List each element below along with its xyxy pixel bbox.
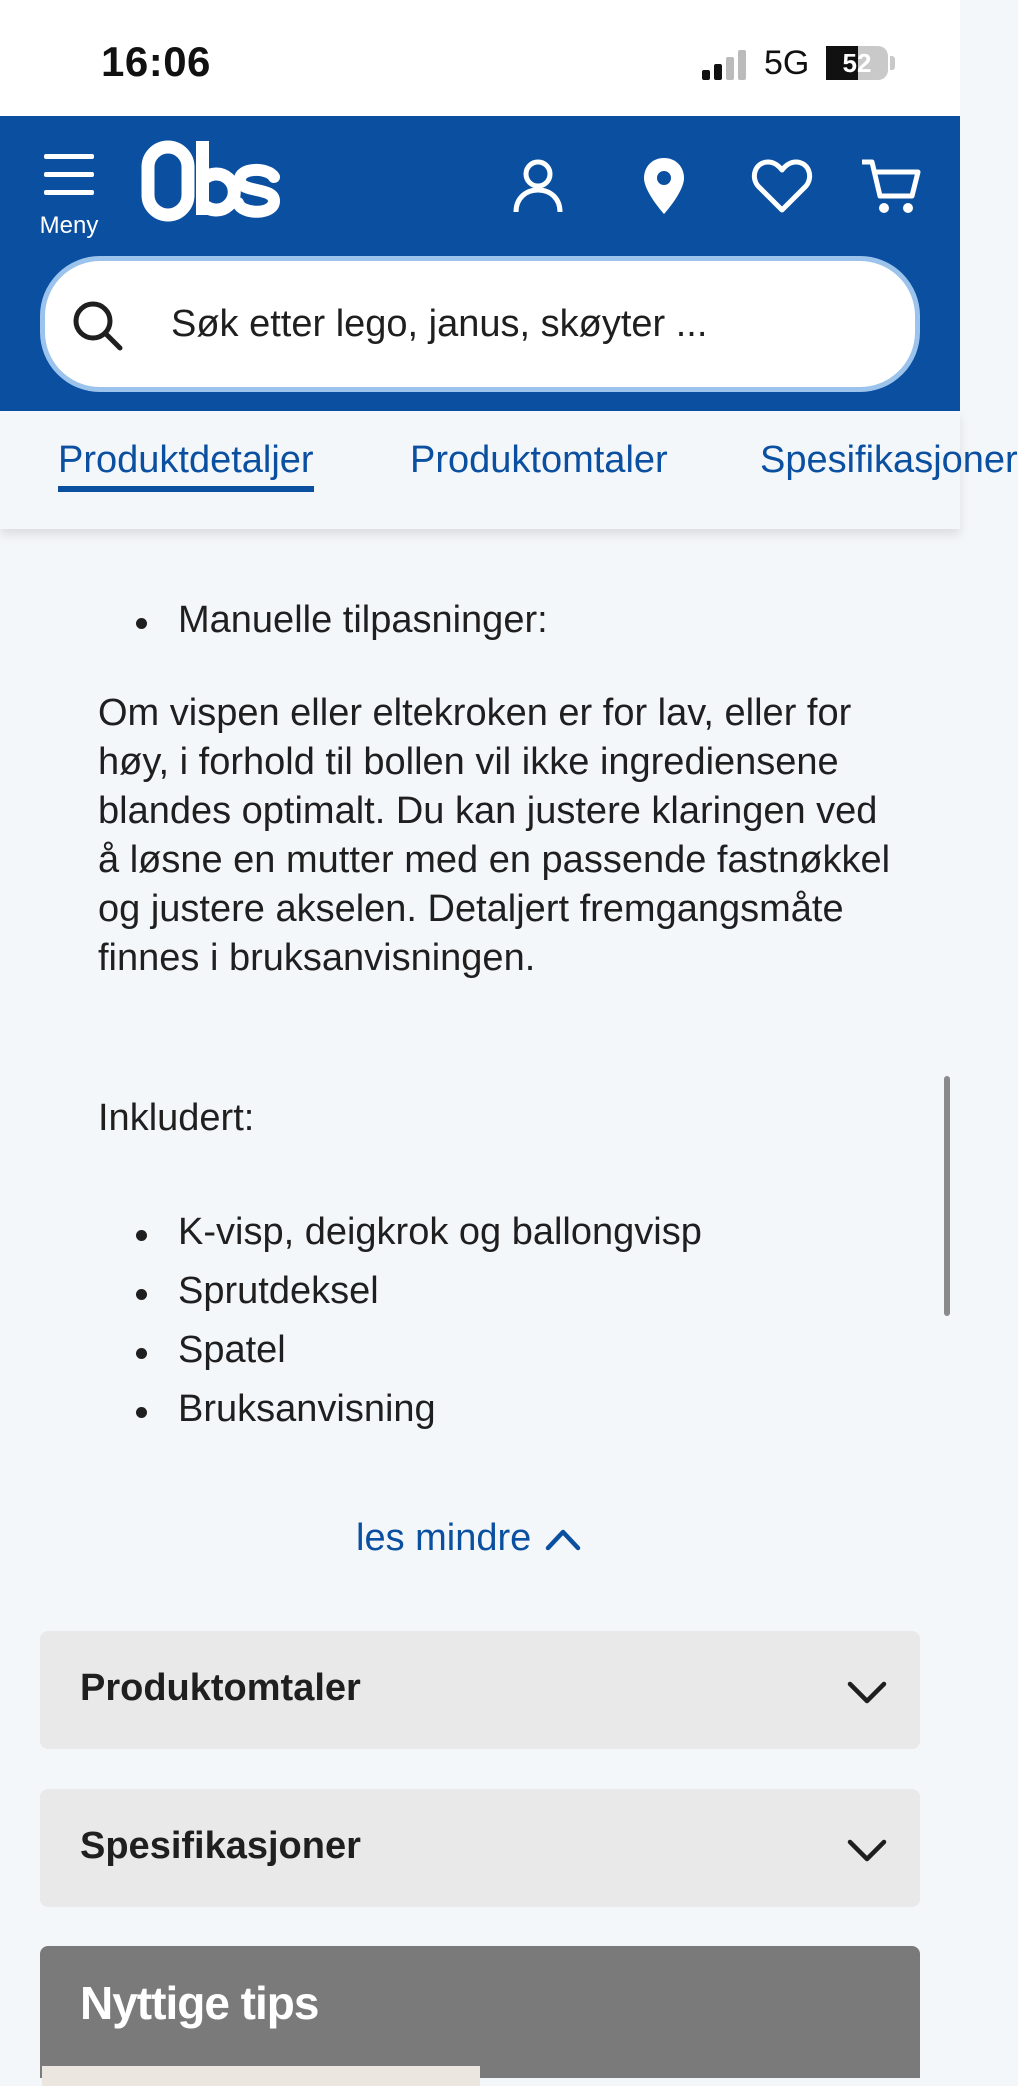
site-header	[0, 116, 960, 411]
bullet-manual-adjustments: Manuelle tilpasninger:	[178, 599, 548, 641]
product-tab-bar	[0, 411, 1018, 529]
description-paragraph: Om vispen eller eltekroken er for lav, eller for høy, i forhold til bollen vil ikke ingrediensene blandes optimalt. Du kan justere klaringen ved å løsne en mutter med en passende fastnøkkel og justere akselen. Detaljert fremgangsmåte finnes i bruksanvisningen.	[98, 692, 891, 979]
accordion-label: Spesifikasjoner	[80, 1825, 361, 1867]
tab-produktomtaler[interactable]: Produktomtaler	[410, 439, 668, 481]
search-input[interactable]	[171, 291, 891, 357]
signal-icon	[702, 50, 750, 80]
included-item: Spatel	[178, 1329, 286, 1371]
bullet-dot	[136, 1289, 147, 1300]
menu-label: Meny	[39, 212, 99, 239]
tips-title: Nyttige tips	[80, 1977, 319, 2029]
chevron-down-icon	[846, 1671, 888, 1713]
included-item: Bruksanvisning	[178, 1388, 436, 1430]
bullet-dot	[136, 1348, 147, 1359]
heart-icon[interactable]	[750, 154, 814, 218]
useful-tips-section	[40, 1946, 920, 2078]
obs-logo-mark	[144, 141, 284, 221]
chevron-down-icon	[846, 1829, 888, 1871]
tip-thumbnail[interactable]	[42, 2066, 480, 2086]
scrollbar[interactable]	[944, 1076, 950, 1316]
included-item: Sprutdeksel	[178, 1270, 379, 1312]
accordion-label: Produktomtaler	[80, 1667, 361, 1709]
read-less-link[interactable]	[356, 1517, 581, 1560]
tab-produktdetaljer[interactable]: Produktdetaljer	[58, 439, 314, 492]
bullet-dot	[136, 1230, 147, 1241]
location-pin-icon[interactable]	[632, 154, 696, 218]
accordion-produktomtaler[interactable]	[40, 1631, 920, 1749]
status-time: 16:06	[101, 38, 211, 85]
user-icon[interactable]	[506, 154, 570, 218]
search-icon[interactable]	[71, 299, 123, 351]
read-less-label: les mindre	[356, 1517, 532, 1559]
included-heading: Inkludert:	[98, 1097, 255, 1139]
obs-logo[interactable]	[144, 140, 284, 240]
chevron-up-icon	[545, 1527, 581, 1551]
status-bar	[0, 0, 960, 116]
network-label: 5G	[764, 44, 810, 82]
battery-level: 52	[842, 48, 872, 78]
bullet-dot	[136, 1407, 147, 1418]
tab-spesifikasjoner[interactable]: Spesifikasjoner	[760, 439, 1018, 481]
hamburger-icon	[44, 154, 94, 196]
menu-button[interactable]	[30, 154, 108, 240]
battery-cap	[890, 56, 895, 70]
search-bar[interactable]	[40, 256, 920, 392]
accordion-spesifikasjoner[interactable]	[40, 1789, 920, 1907]
included-item: K-visp, deigkrok og ballongvisp	[178, 1211, 702, 1253]
bullet-dot	[136, 618, 147, 629]
battery-icon	[826, 46, 888, 80]
cart-icon[interactable]	[860, 154, 924, 218]
